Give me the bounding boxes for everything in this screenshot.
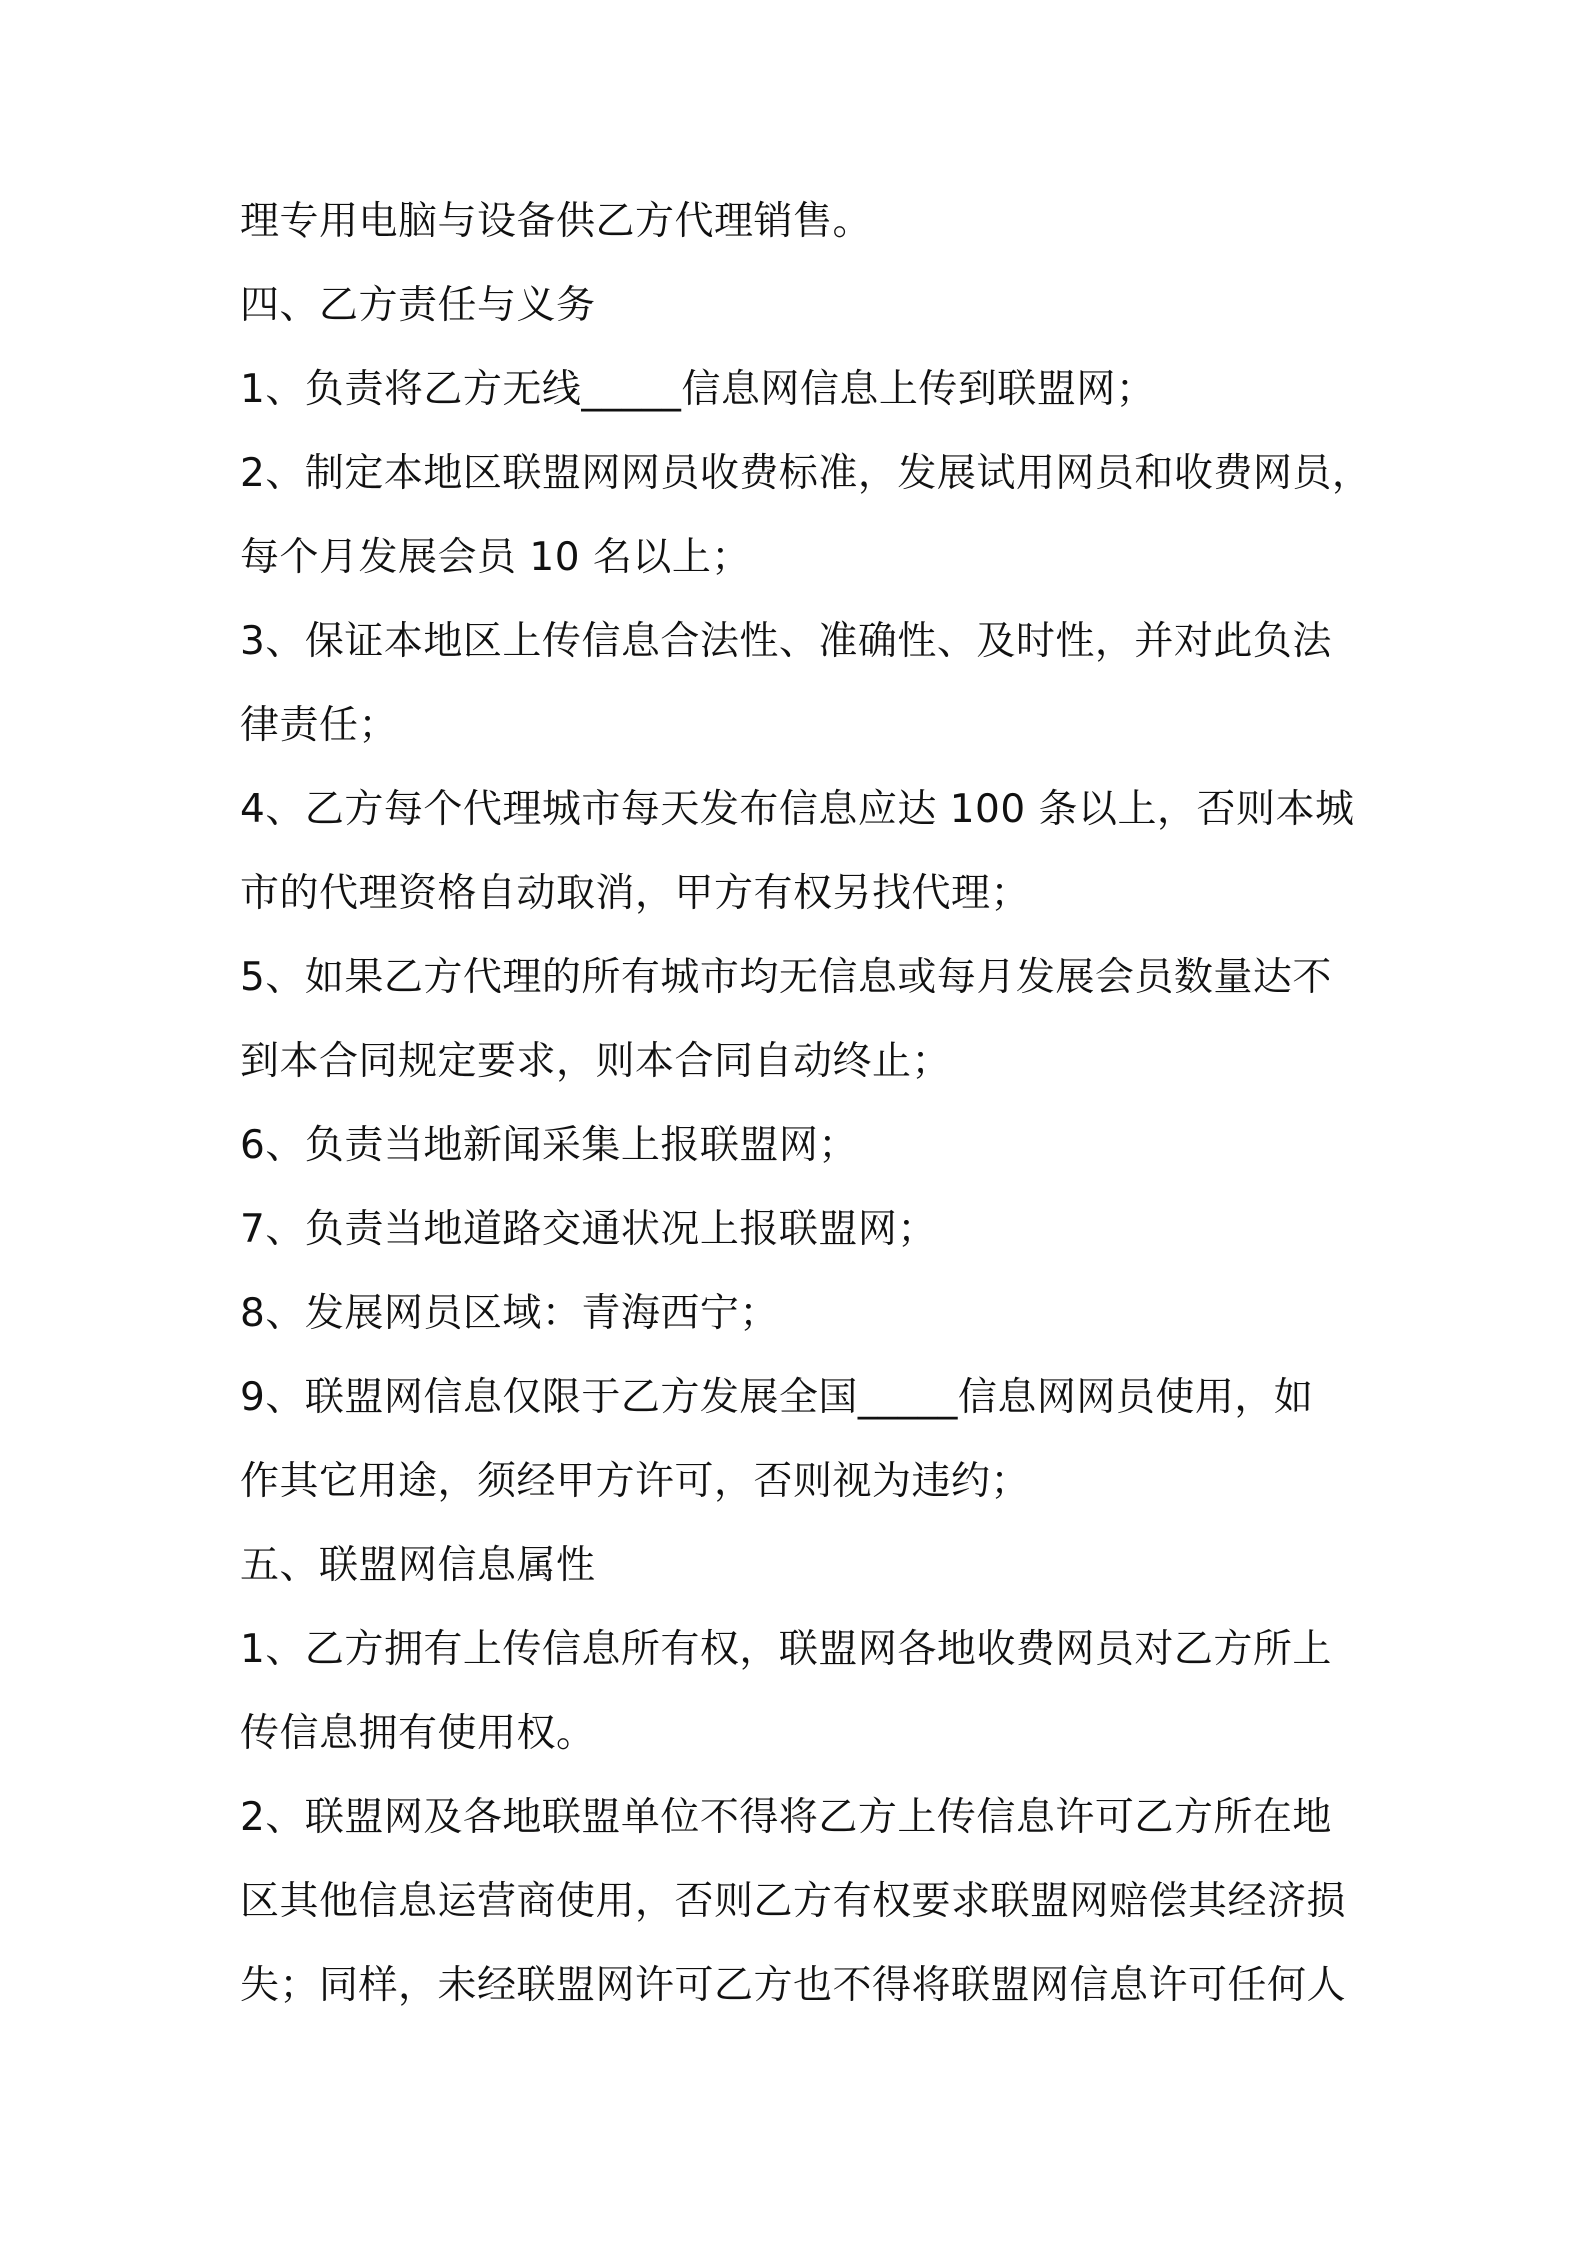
text-line: 4、乙方每个代理城市每天发布信息应达 100 条以上，否则本城 xyxy=(240,787,1355,832)
text-line: 1、负责将乙方无线_____信息网信息上传到联盟网； xyxy=(240,367,1156,412)
text-line: 市的代理资格自动取消，甲方有权另找代理； xyxy=(240,871,1031,916)
document-body xyxy=(240,180,1372,2028)
text-line: 理专用电脑与设备供乙方代理销售。 xyxy=(240,199,873,244)
section-heading: 四、乙方责任与义务 xyxy=(240,283,596,328)
text-line: 8、发展网员区域：青海西宁； xyxy=(240,1291,779,1336)
text-line: 3、保证本地区上传信息合法性、准确性、及时性，并对此负法 xyxy=(240,619,1332,664)
text-line: 1、乙方拥有上传信息所有权，联盟网各地收费网员对乙方所上 xyxy=(240,1627,1332,1672)
section-heading: 五、联盟网信息属性 xyxy=(240,1543,596,1588)
text-line: 2、制定本地区联盟网网员收费标准，发展试用网员和收费网员， xyxy=(240,451,1372,496)
text-line: 区其他信息运营商使用，否则乙方有权要求联盟网赔偿其经济损 xyxy=(240,1879,1347,1924)
text-line: 到本合同规定要求，则本合同自动终止； xyxy=(240,1039,952,1084)
text-line: 作其它用途，须经甲方许可，否则视为违约； xyxy=(240,1459,1031,1504)
text-line: 每个月发展会员 10 名以上； xyxy=(240,535,751,580)
text-line: 7、负责当地道路交通状况上报联盟网； xyxy=(240,1207,937,1252)
text-line: 5、如果乙方代理的所有城市均无信息或每月发展会员数量达不 xyxy=(240,955,1332,1000)
text-line: 9、联盟网信息仅限于乙方发展全国_____信息网网员使用，如 xyxy=(240,1375,1314,1420)
text-line: 失；同样，未经联盟网许可乙方也不得将联盟网信息许可任何人 xyxy=(240,1963,1347,2008)
text-line: 2、联盟网及各地联盟单位不得将乙方上传信息许可乙方所在地 xyxy=(240,1795,1332,1840)
text-line: 6、负责当地新闻采集上报联盟网； xyxy=(240,1123,858,1168)
text-line: 传信息拥有使用权。 xyxy=(240,1711,596,1756)
text-line: 律责任； xyxy=(240,703,399,748)
